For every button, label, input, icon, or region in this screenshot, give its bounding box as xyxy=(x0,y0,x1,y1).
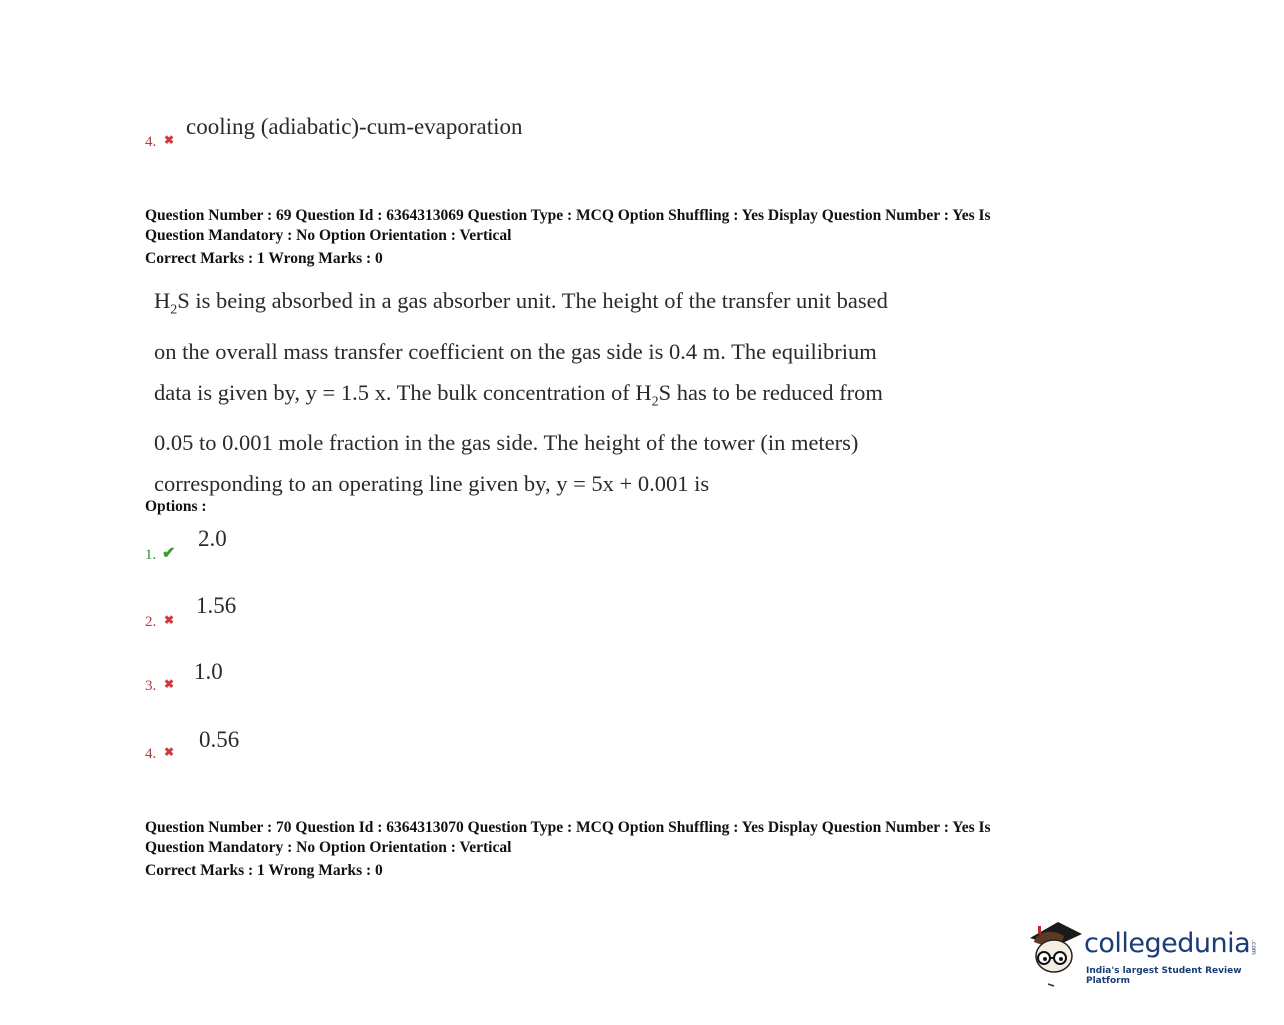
collegedunia-logo xyxy=(1024,918,1264,988)
question-marks: Correct Marks : 1 Wrong Marks : 0 xyxy=(145,862,383,879)
question-meta-line: Question Number : 70 Question Id : 6364313070 Question Type : MCQ Option Shuffling : Yes Display Question Number : Yes Is xyxy=(145,819,991,836)
cross-icon: ✖ xyxy=(164,613,175,627)
option-text: 0.56 xyxy=(199,727,240,752)
option-text: 1.0 xyxy=(194,659,223,684)
formula-h2s: $H_2S$ xyxy=(154,288,190,318)
logo-suffix: .com xyxy=(1250,940,1258,955)
cross-icon: ✖ xyxy=(164,133,175,147)
question-line: on the overall mass transfer coefficient on the gas side is 0.4 m. The equilibrium xyxy=(154,338,877,364)
logo-tagline: India's largest Student Review Platform xyxy=(1086,966,1242,986)
option-text: cooling (adiabatic)-cum-evaporation xyxy=(186,114,523,139)
question-text xyxy=(154,280,888,504)
question-line: $H_2S$ is being absorbed in a gas absorber unit. The height of the transfer unit based xyxy=(154,288,888,318)
option-text: 1.56 xyxy=(196,593,237,618)
question-meta-line: Question Mandatory : No Option Orientation : Vertical xyxy=(145,227,512,244)
options-label: Options : xyxy=(145,498,207,515)
cross-icon: ✖ xyxy=(164,745,175,759)
cross-icon: ✖ xyxy=(164,677,175,691)
question-line: data is given by, y = 1.5 x. The bulk concentration of $H_2S$ has to be reduced from xyxy=(154,379,883,409)
question-meta xyxy=(145,818,1125,858)
question-meta-line: Question Mandatory : No Option Orientation : Vertical xyxy=(145,839,512,856)
option-number: 3. xyxy=(145,678,157,694)
option-text: 2.0 xyxy=(198,526,227,551)
option-number: 1. xyxy=(145,547,157,563)
check-icon: ✔ xyxy=(162,545,176,562)
option-number: 4. xyxy=(145,746,157,762)
logo-wordmark: collegedunia xyxy=(1084,928,1251,959)
question-meta-line: Question Number : 69 Question Id : 6364313069 Question Type : MCQ Option Shuffling : Yes Display Question Number : Yes Is xyxy=(145,207,991,224)
question-line: 0.05 to 0.001 mole fraction in the gas side. The height of the tower (in meters) xyxy=(154,430,859,455)
option-number: 4. xyxy=(145,134,157,150)
question-line: corresponding to an operating line given by, y = 5x + 0.001 is xyxy=(154,471,710,496)
mascot-icon xyxy=(1024,918,1084,988)
option-number: 2. xyxy=(145,614,157,630)
question-meta xyxy=(145,206,1125,246)
question-marks: Correct Marks : 1 Wrong Marks : 0 xyxy=(145,250,383,267)
formula-h2s: $H_2S$ xyxy=(635,379,672,409)
